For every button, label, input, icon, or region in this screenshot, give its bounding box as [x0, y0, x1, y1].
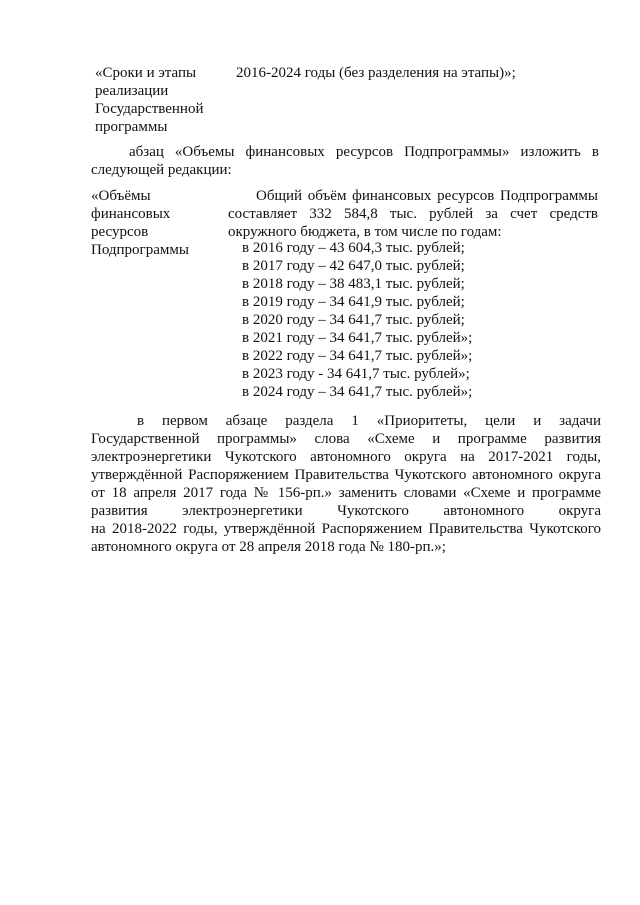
term-value: 2016-2024 годы (без разделения на этапы)»; — [236, 65, 516, 81]
paragraph-line: на 2018-2022 годы, утверждённой Распоряжением Правительства Чукотского — [91, 521, 601, 537]
paragraph-line: абзац «Объемы финансовых ресурсов Подпрограммы» изложить в — [129, 144, 599, 160]
paragraph-line: от 18 апреля 2017 года № 156-рп.» заменить словами «Схеме и программе — [91, 485, 601, 501]
volume-intro-line: окружного бюджета, в том числе по годам: — [228, 224, 502, 240]
volume-years-list — [242, 239, 472, 401]
year-amount-line: в 2018 году – 38 483,1 тыс. рублей; — [242, 276, 465, 292]
volume-label-line: «Объёмы — [91, 188, 151, 204]
volume-label — [91, 187, 221, 259]
volume-label-line: финансовых — [91, 206, 171, 222]
volume-intro-line: Общий объём финансовых ресурсов Подпрограммы — [256, 188, 598, 204]
paragraph-line: Государственной программы» слова «Схеме и программе развития — [91, 431, 601, 447]
term-label-line: «Сроки и этапы — [95, 65, 197, 81]
year-amount-line: в 2024 году – 34 641,7 тыс. рублей»; — [242, 384, 473, 400]
year-amount-line: в 2017 году – 42 647,0 тыс. рублей; — [242, 258, 465, 274]
term-label-line: реализации — [95, 83, 169, 99]
year-amount-line: в 2021 году – 34 641,7 тыс. рублей»; — [242, 330, 473, 346]
year-amount-line: в 2019 году – 34 641,9 тыс. рублей; — [242, 294, 465, 310]
paragraph-line: следующей редакции: — [91, 162, 232, 178]
paragraph-line: электроэнергетики Чукотского автономного округа на 2017-2021 годы, — [91, 449, 601, 465]
year-amount-line: в 2020 году – 34 641,7 тыс. рублей; — [242, 312, 465, 328]
paragraph-2 — [91, 412, 601, 556]
volume-label-line: Подпрограммы — [91, 242, 189, 258]
term-label-line: программы — [95, 119, 168, 135]
volume-intro-line: составляет 332 584,8 тыс. рублей за счет средств — [228, 206, 598, 222]
year-amount-line: в 2023 году - 34 641,7 тыс. рублей»; — [242, 366, 470, 382]
paragraph-line: утверждённой Распоряжением Правительства Чукотского автономного округа — [91, 467, 601, 483]
paragraph-line: автономного округа от 28 апреля 2018 года № 180-рп.»; — [91, 539, 446, 555]
year-amount-line: в 2016 году – 43 604,3 тыс. рублей; — [242, 240, 465, 256]
volume-label-line: ресурсов — [91, 224, 149, 240]
term-label — [95, 64, 235, 136]
year-amount-line: в 2022 году – 34 641,7 тыс. рублей»; — [242, 348, 473, 364]
paragraph-line: в первом абзаце раздела 1 «Приоритеты, цели и задачи — [137, 413, 601, 429]
paragraph-line: развития электроэнергетики Чукотского автономного округа — [91, 503, 601, 519]
term-label-line: Государственной — [95, 101, 204, 117]
